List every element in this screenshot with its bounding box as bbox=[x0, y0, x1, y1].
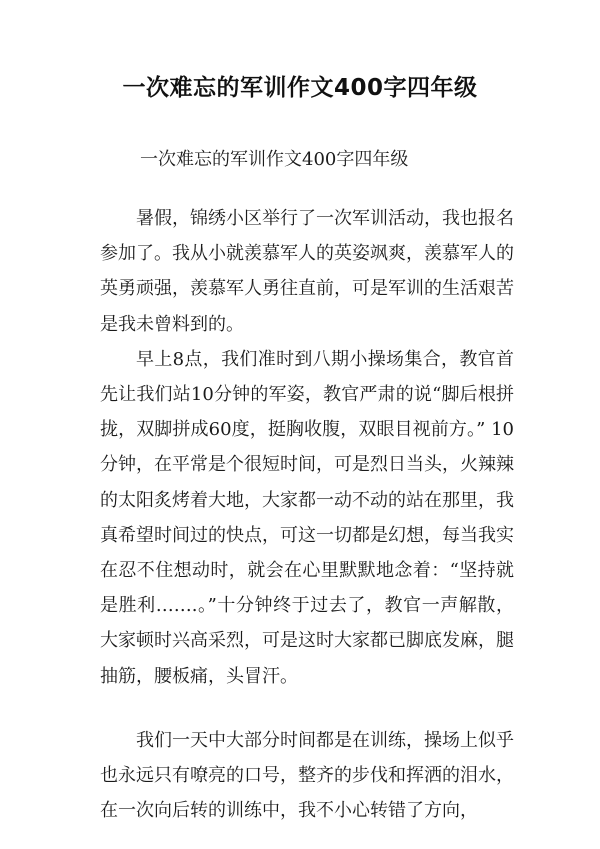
paragraph-3: 我们一天中大部分时间都是在训练，操场上似乎也永远只有嘹亮的口号，整齐的步伐和挥洒的泪水，在一次向后转的训练中，我不小心转错了方向， bbox=[100, 729, 514, 822]
document-title: 一次难忘的军训作文400字四年级 bbox=[122, 75, 478, 101]
document-subtitle: 一次难忘的军训作文400字四年级 bbox=[140, 149, 409, 170]
paragraph-2: 早上8点，我们准时到八期小操场集合，教官首先让我们站10分钟的军姿，教官严肃的说“脚后根拼拢，双脚拼成60度，挺胸收腹，双眼目视前方。” 10分钟，在平常是个很短时间，可是烈日当头，火辣辣的太阳炙烤着大地，大家都一动不动的站在那里，我真希望时间过的快点，可这一切都是幻想，每当我实在忍不住想动时，就会在心里默默地念着：“坚持就是胜利…….。”十分钟终于过去了，教官一声解散，大家顿时兴高采烈，可是这时大家都已脚底发麻，腿抽筋，腰板痛，头冒汗。 bbox=[100, 348, 514, 687]
paragraph-1: 暑假，锦绣小区举行了一次军训活动，我也报名参加了。我从小就羡慕军人的英姿飒爽，羡慕军人的英勇顽强，羡慕军人勇往直前，可是军训的生活艰苦是我未曾料到的。 bbox=[100, 208, 514, 335]
document-body bbox=[100, 201, 514, 828]
